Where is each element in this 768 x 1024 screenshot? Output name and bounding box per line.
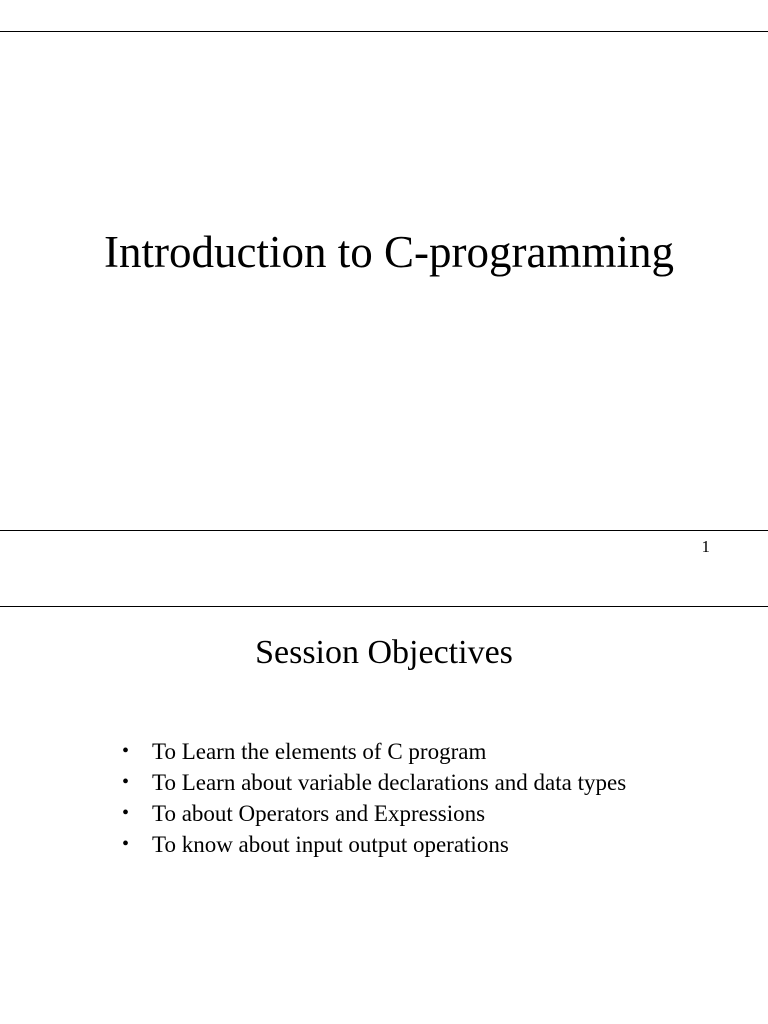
objective-item-2 — [122, 767, 626, 798]
bullet-icon: • — [122, 802, 130, 824]
slide2-top-divider — [0, 606, 768, 607]
objectives-list — [122, 736, 626, 860]
slide1-title: Introduction to C-programming — [104, 227, 674, 277]
objective-item-1 — [122, 736, 626, 767]
objective-item-4 — [122, 829, 626, 860]
objective-text: To Learn the elements of C program — [152, 739, 487, 764]
slide1-bottom-divider — [0, 530, 768, 531]
objective-text: To Learn about variable declarations and data types — [152, 770, 627, 795]
slide2-title: Session Objectives — [255, 634, 513, 671]
objective-item-3 — [122, 798, 626, 829]
bullet-icon: • — [122, 833, 130, 855]
bullet-icon: • — [122, 740, 130, 762]
slide1-page-number: 1 — [701, 537, 710, 556]
slide1-top-divider — [0, 31, 768, 32]
objective-text: To know about input output operations — [152, 832, 509, 857]
bullet-icon: • — [122, 771, 130, 793]
objective-text: To about Operators and Expressions — [152, 801, 486, 826]
